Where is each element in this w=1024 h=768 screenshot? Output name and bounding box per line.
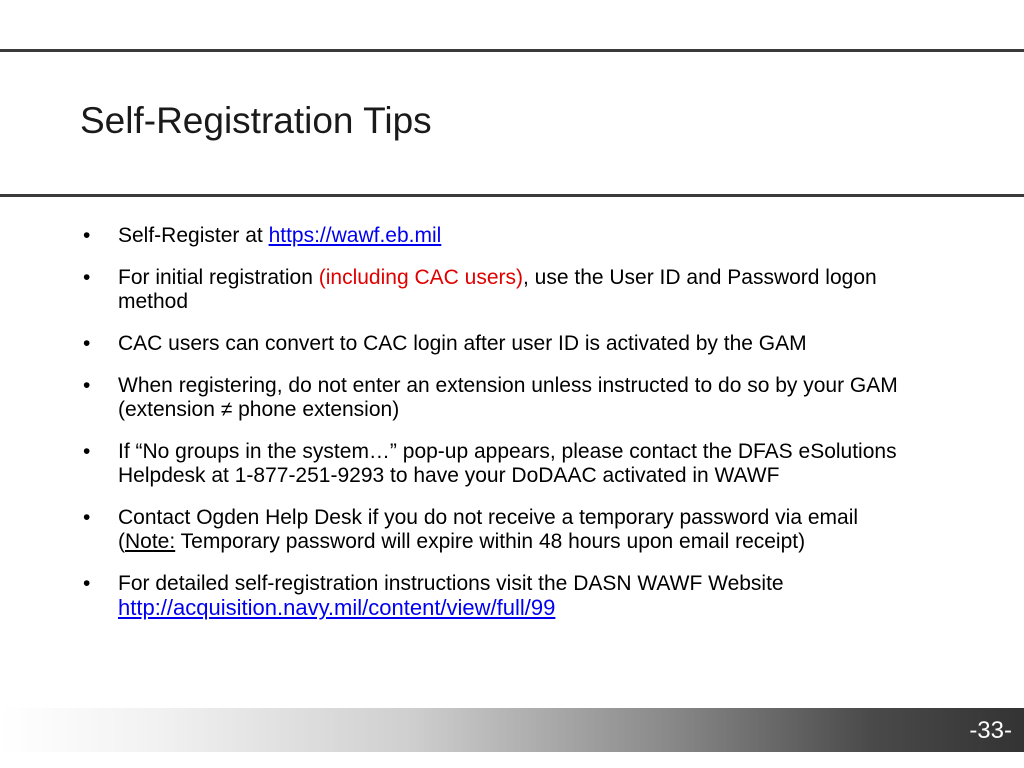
bullet-text: For detailed self-registration instructions visit the DASN WAWF Website bbox=[118, 572, 784, 595]
bullet-item-initial-registration bbox=[80, 266, 920, 314]
bullet-icon: • bbox=[83, 332, 91, 355]
wawf-link[interactable]: https://wawf.eb.mil bbox=[268, 224, 442, 247]
bullet-icon: • bbox=[83, 266, 91, 289]
bullet-item-no-groups bbox=[80, 440, 920, 488]
bullet-item-ogden-help-desk bbox=[80, 506, 920, 554]
dasn-wawf-link[interactable]: http://acquisition.navy.mil/content/view/full/99 bbox=[118, 595, 556, 620]
bullet-text: When registering, do not enter an extension unless instructed to do so by your GAM (extension ≠ phone extension) bbox=[118, 374, 898, 421]
top-divider bbox=[0, 49, 1024, 52]
bullet-text: Self-Register at bbox=[118, 224, 269, 247]
bullet-text: Contact Ogden Help Desk if you do not receive a temporary password via email ( bbox=[118, 506, 859, 553]
bullet-text: , use the User ID and Password logon method bbox=[118, 266, 877, 313]
bullet-text: CAC users can convert to CAC login after user ID is activated by the GAM bbox=[118, 332, 807, 355]
bullet-item-self-register bbox=[80, 224, 920, 248]
note-label: Note: bbox=[125, 530, 176, 553]
cac-users-highlight: (including CAC users) bbox=[318, 266, 523, 289]
bullet-item-dasn-website bbox=[80, 572, 920, 621]
title-divider bbox=[0, 194, 1024, 197]
slide-title: Self-Registration Tips bbox=[80, 100, 432, 141]
bullet-icon: • bbox=[83, 374, 91, 397]
bullet-icon: • bbox=[83, 224, 91, 247]
bullet-text: For initial registration bbox=[118, 266, 319, 289]
page-number: -33- bbox=[969, 717, 1012, 744]
bullet-text: If “No groups in the system…” pop-up appears, please contact the DFAS eSolutions Helpdesk at 1-877-251-9293 to have your DoDAAC activated in WAWF bbox=[118, 440, 897, 487]
bullet-list bbox=[80, 224, 920, 639]
bullet-icon: • bbox=[83, 506, 91, 529]
footer-bar bbox=[0, 708, 1024, 752]
bullet-item-cac-convert bbox=[80, 332, 920, 356]
bullet-item-extension bbox=[80, 374, 920, 422]
bullet-text: Temporary password will expire within 48 hours upon email receipt) bbox=[175, 530, 806, 553]
bullet-icon: • bbox=[83, 440, 91, 463]
bullet-icon: • bbox=[83, 572, 91, 595]
